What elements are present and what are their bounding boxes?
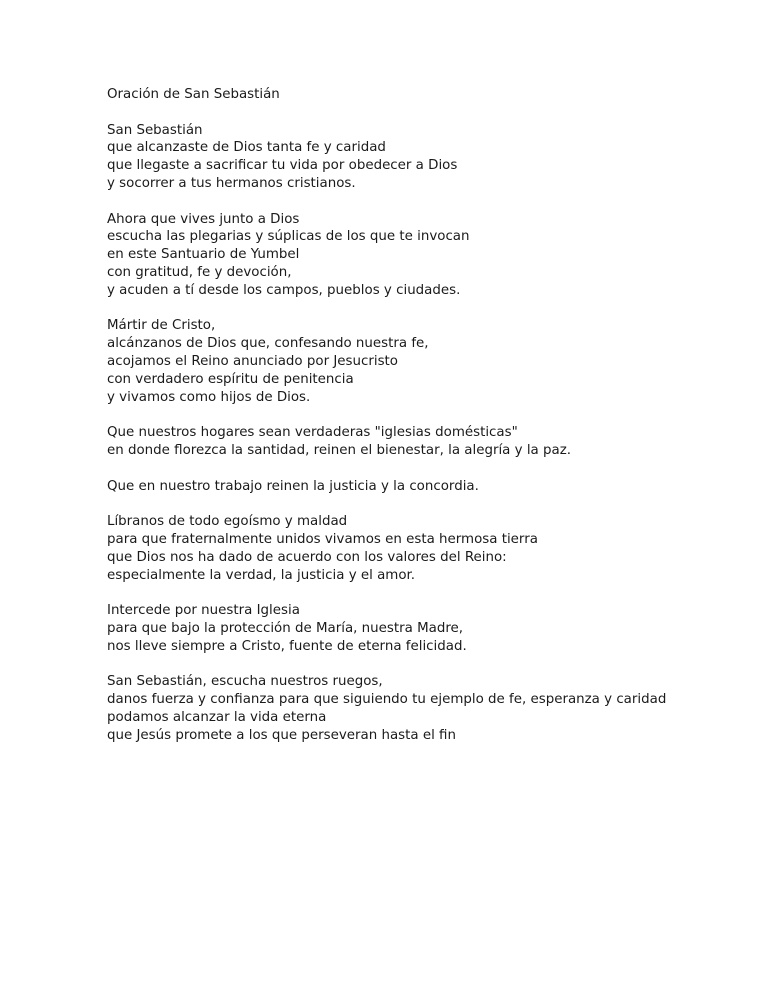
text-line: con verdadero espíritu de penitencia xyxy=(107,371,354,387)
text-line: en este Santuario de Yumbel xyxy=(107,247,300,263)
stanza-8 xyxy=(107,673,747,744)
text-line: que alcanzaste de Dios tanta fe y caridad xyxy=(107,140,386,156)
text-line: Intercede por nuestra Iglesia xyxy=(107,603,300,619)
stanza-7 xyxy=(107,602,747,655)
stanza-5 xyxy=(107,478,747,496)
text-line: que Dios nos ha dado de acuerdo con los valores del Reino: xyxy=(107,549,507,565)
stanza-1 xyxy=(107,122,747,193)
text-line: y socorrer a tus hermanos cristianos. xyxy=(107,175,356,191)
text-line: danos fuerza y confianza para que siguiendo tu ejemplo de fe, esperanza y caridad xyxy=(107,692,667,708)
text-line: alcánzanos de Dios que, confesando nuestra fe, xyxy=(107,336,429,352)
text-line: con gratitud, fe y devoción, xyxy=(107,264,292,280)
text-line: para que bajo la protección de María, nuestra Madre, xyxy=(107,620,464,636)
stanza-6 xyxy=(107,513,747,584)
text-line: Que nuestros hogares sean verdaderas "iglesias domésticas" xyxy=(107,425,518,441)
text-line: Mártir de Cristo, xyxy=(107,318,216,334)
text-line: Que en nuestro trabajo reinen la justicia y la concordia. xyxy=(107,478,479,494)
stanza-3 xyxy=(107,317,747,406)
text-line: especialmente la verdad, la justicia y el amor. xyxy=(107,567,416,583)
text-line: escucha las plegarias y súplicas de los que te invocan xyxy=(107,229,470,245)
text-line: Ahora que vives junto a Dios xyxy=(107,211,300,227)
stanza-4 xyxy=(107,424,747,460)
prayer-body xyxy=(107,122,747,745)
page-title: Oración de San Sebastián xyxy=(107,87,280,102)
document-page xyxy=(107,86,747,762)
text-line: y acuden a tí desde los campos, pueblos y ciudades. xyxy=(107,282,461,298)
text-line: podamos alcanzar la vida eterna xyxy=(107,709,327,725)
text-line: para que fraternalmente unidos vivamos en esta hermosa tierra xyxy=(107,531,538,547)
text-line: acojamos el Reino anunciado por Jesucristo xyxy=(107,353,398,369)
text-line: nos lleve siempre a Cristo, fuente de eterna felicidad. xyxy=(107,638,467,654)
text-line: que llegaste a sacrificar tu vida por obedecer a Dios xyxy=(107,158,458,174)
text-line: San Sebastián xyxy=(107,122,203,138)
text-line: San Sebastián, escucha nuestros ruegos, xyxy=(107,674,383,690)
text-line: que Jesús promete a los que perseveran hasta el fin xyxy=(107,727,456,743)
text-line: en donde florezca la santidad, reinen el bienestar, la alegría y la paz. xyxy=(107,442,572,458)
stanza-2 xyxy=(107,211,747,300)
text-line: Líbranos de todo egoísmo y maldad xyxy=(107,514,348,530)
text-line: y vivamos como hijos de Dios. xyxy=(107,389,311,405)
